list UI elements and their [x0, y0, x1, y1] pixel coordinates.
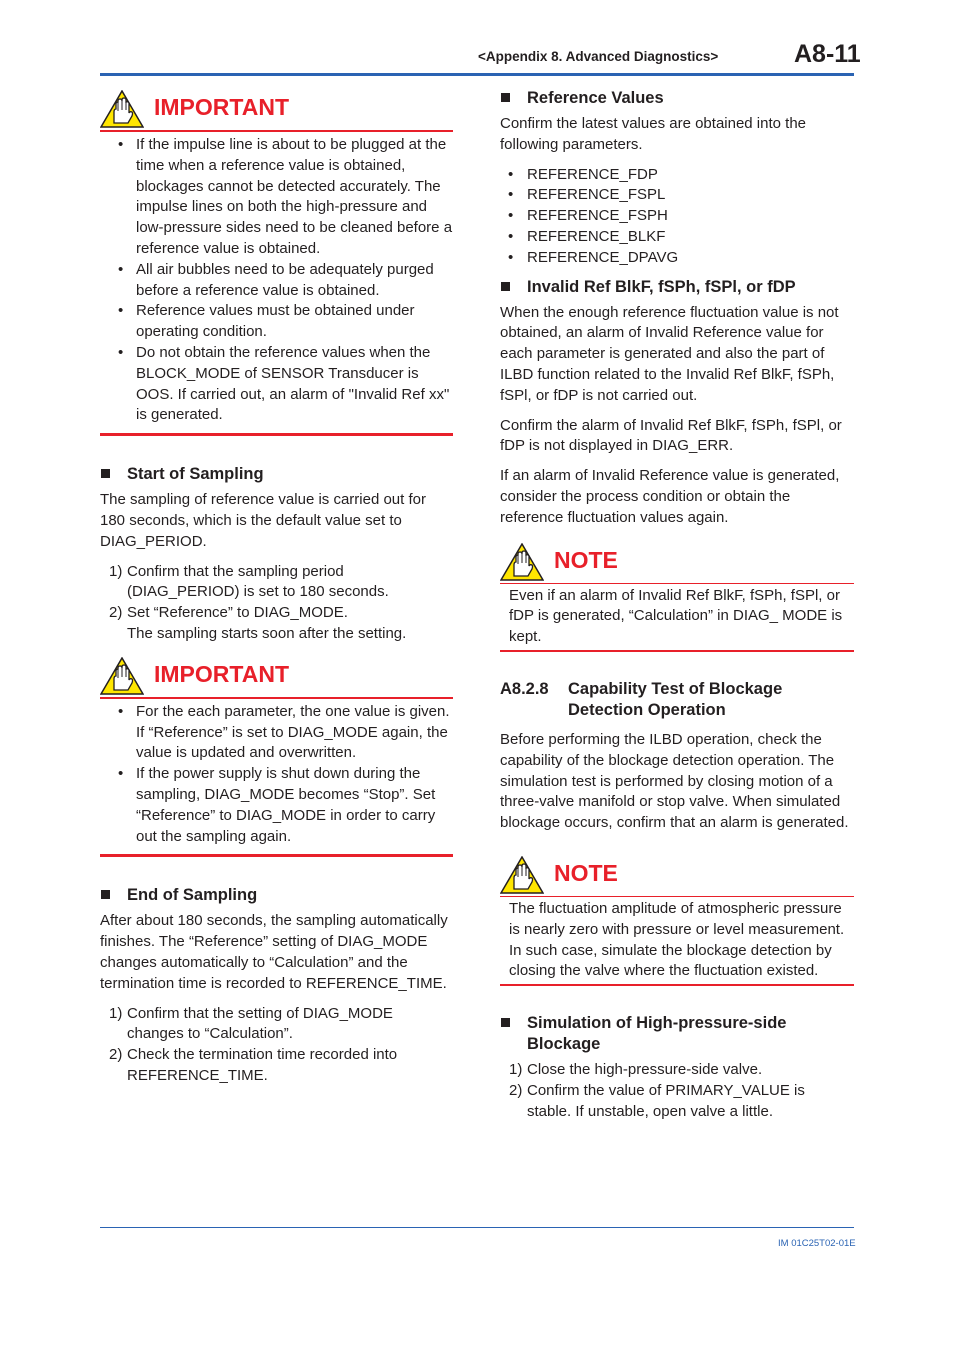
warning-hand-icon — [500, 543, 544, 581]
page-number: A8-11 — [794, 40, 861, 68]
important-title: IMPORTANT — [154, 94, 290, 120]
step-number: 1) — [509, 1061, 523, 1079]
step-item — [100, 603, 453, 645]
step-item — [100, 562, 453, 604]
step-line: changes to “Calculation”. — [127, 1025, 293, 1043]
list-item: • REFERENCE_FSPH — [500, 206, 854, 227]
simulation-section — [500, 1013, 854, 1122]
list-item: • REFERENCE_FDP — [500, 165, 854, 186]
step-line: Confirm the value of PRIMARY_VALUE is — [527, 1081, 805, 1099]
warning-hand-icon — [500, 856, 544, 894]
note-box-2 — [500, 856, 854, 986]
important-box-1 — [100, 90, 453, 436]
important-list — [100, 702, 453, 848]
reference-values-section — [500, 88, 854, 269]
box-rule-top — [500, 583, 854, 584]
footer-rule — [100, 1227, 854, 1228]
document-code: IM 01C25T02-01E — [778, 1238, 856, 1249]
step-number: 1) — [109, 562, 123, 580]
paragraph: If an alarm of Invalid Reference value is generated, consider the process condition or obtain the reference fluctuation values again. — [500, 467, 840, 526]
important-box-2 — [100, 657, 453, 858]
left-column — [100, 90, 453, 1087]
list-item: • REFERENCE_DPAVG — [500, 248, 854, 269]
step-line: Close the high-pressure-side valve. — [527, 1061, 763, 1079]
step-number: 2) — [109, 604, 123, 622]
paragraph: Before performing the ILBD operation, check the capability of the blockage detection operation. The simulation test is performed by closing motion of a three-valve manifold or stop valve. When simulated blockage occurs, confirm that an alarm is generated. — [500, 730, 849, 832]
section-heading: Start of Sampling — [100, 464, 453, 485]
section-title: Capability Test of Blockage Detection Operation — [568, 679, 783, 719]
warning-hand-icon — [100, 90, 144, 128]
warning-hand-icon — [100, 657, 144, 695]
right-column — [500, 88, 854, 1123]
step-item — [500, 1081, 854, 1123]
steps-list — [500, 1060, 854, 1122]
steps-list — [100, 562, 453, 645]
list-item: • All air bubbles need to be adequately purged before a reference value is obtained. — [100, 260, 453, 302]
list-item: • Reference values must be obtained under operating condition. — [100, 301, 453, 343]
box-rule-top — [100, 697, 453, 699]
section-heading: Invalid Ref BlkF, fSPh, fSPl, or fDP — [500, 277, 854, 298]
list-item: • REFERENCE_BLKF — [500, 227, 854, 248]
step-number: 1) — [109, 1004, 123, 1022]
list-item: • Do not obtain the reference values when the BLOCK_MODE of SENSOR Transducer is OOS. If carried out, an alarm of "Invalid Ref xx" is generated. — [100, 343, 453, 426]
step-line: stable. If unstable, open valve a little. — [527, 1102, 773, 1120]
step-line: Set “Reference” to DIAG_MODE. — [127, 604, 348, 622]
start-sampling-section — [100, 464, 453, 645]
step-line: (DIAG_PERIOD) is set to 180 seconds. — [127, 583, 389, 601]
step-number: 2) — [509, 1081, 523, 1099]
paragraph: Confirm the alarm of Invalid Ref BlkF, fSPh, fSPl, or fDP is not displayed in DIAG_ERR. — [500, 416, 842, 455]
paragraph: After about 180 seconds, the sampling automatically finishes. The “Reference” setting of DIAG_MODE changes automatically to “Calculation” and the termination time is recorded to REFERENCE_TIME. — [100, 912, 448, 992]
section-heading — [500, 679, 854, 721]
section-number: A8.2.8 — [500, 679, 549, 698]
steps-list — [100, 1004, 453, 1087]
box-rule-bottom — [100, 854, 453, 857]
paragraph: The sampling of reference value is carried out for 180 seconds, which is the default value set to DIAG_PERIOD. — [100, 491, 426, 550]
paragraph: When the enough reference fluctuation value is not obtained, an alarm of Invalid Reference value for each parameter is generated and also the part of ILBD function related to the Invalid Ref BlkF, fSPh, fSPl, or fDP is not carried out. — [500, 303, 839, 404]
step-number: 2) — [109, 1046, 123, 1064]
note-text: The fluctuation amplitude of atmospheric pressure is nearly zero with pressure or level measurement. In such case, simulate the blockage detection by closing the valve where the fluctuation existed. — [509, 899, 845, 980]
list-item: • If the impulse line is about to be plugged at the time when a reference value is obtained, blockages cannot be detected accurately. The impulse lines on both the high-pressure and low-pressure sides need to be cleaned before a reference value is obtained. — [100, 135, 453, 260]
list-item: • REFERENCE_FSPL — [500, 185, 854, 206]
section-heading: Reference Values — [500, 88, 854, 109]
note-text: Even if an alarm of Invalid Ref BlkF, fSPh, fSPl, or fDP is generated, “Calculation” in DIAG_ MODE is kept. — [509, 586, 843, 646]
note-box-1 — [500, 543, 854, 652]
box-rule-top — [100, 130, 453, 132]
step-line: REFERENCE_TIME. — [127, 1066, 268, 1084]
important-list — [100, 135, 453, 426]
step-item — [500, 1060, 854, 1081]
box-rule-top — [500, 896, 854, 897]
parameter-list — [500, 165, 854, 269]
header-section-title: <Appendix 8. Advanced Diagnostics> — [478, 49, 719, 64]
list-item: • For the each parameter, the one value is given. If “Reference” is set to DIAG_MODE again, the value is updated and overwritten. — [100, 702, 453, 764]
paragraph: Confirm the latest values are obtained into the following parameters. — [500, 115, 807, 153]
step-line: Confirm that the sampling period — [127, 562, 344, 580]
step-line: Check the termination time recorded into — [127, 1046, 398, 1064]
important-title: IMPORTANT — [154, 660, 290, 687]
section-heading: Simulation of High-pressure-side Blockage — [500, 1013, 854, 1055]
box-rule-bottom — [500, 984, 854, 986]
step-line: Confirm that the setting of DIAG_MODE — [127, 1004, 393, 1022]
section-heading: End of Sampling — [100, 885, 453, 906]
step-item — [100, 1045, 453, 1087]
list-item: • If the power supply is shut down during the sampling, DIAG_MODE becomes “Stop”. Set “Reference” to DIAG_MODE in order to carry out the sampling again. — [100, 764, 453, 847]
invalid-ref-section — [500, 277, 854, 529]
step-item — [100, 1004, 453, 1046]
step-line: The sampling starts soon after the setting. — [127, 624, 407, 642]
box-rule-bottom — [500, 650, 854, 652]
box-rule-bottom — [100, 433, 453, 436]
note-title: NOTE — [554, 546, 618, 573]
end-sampling-section — [100, 885, 453, 1086]
capability-test-section — [500, 679, 854, 834]
note-title: NOTE — [554, 859, 618, 886]
header-rule — [100, 73, 854, 76]
